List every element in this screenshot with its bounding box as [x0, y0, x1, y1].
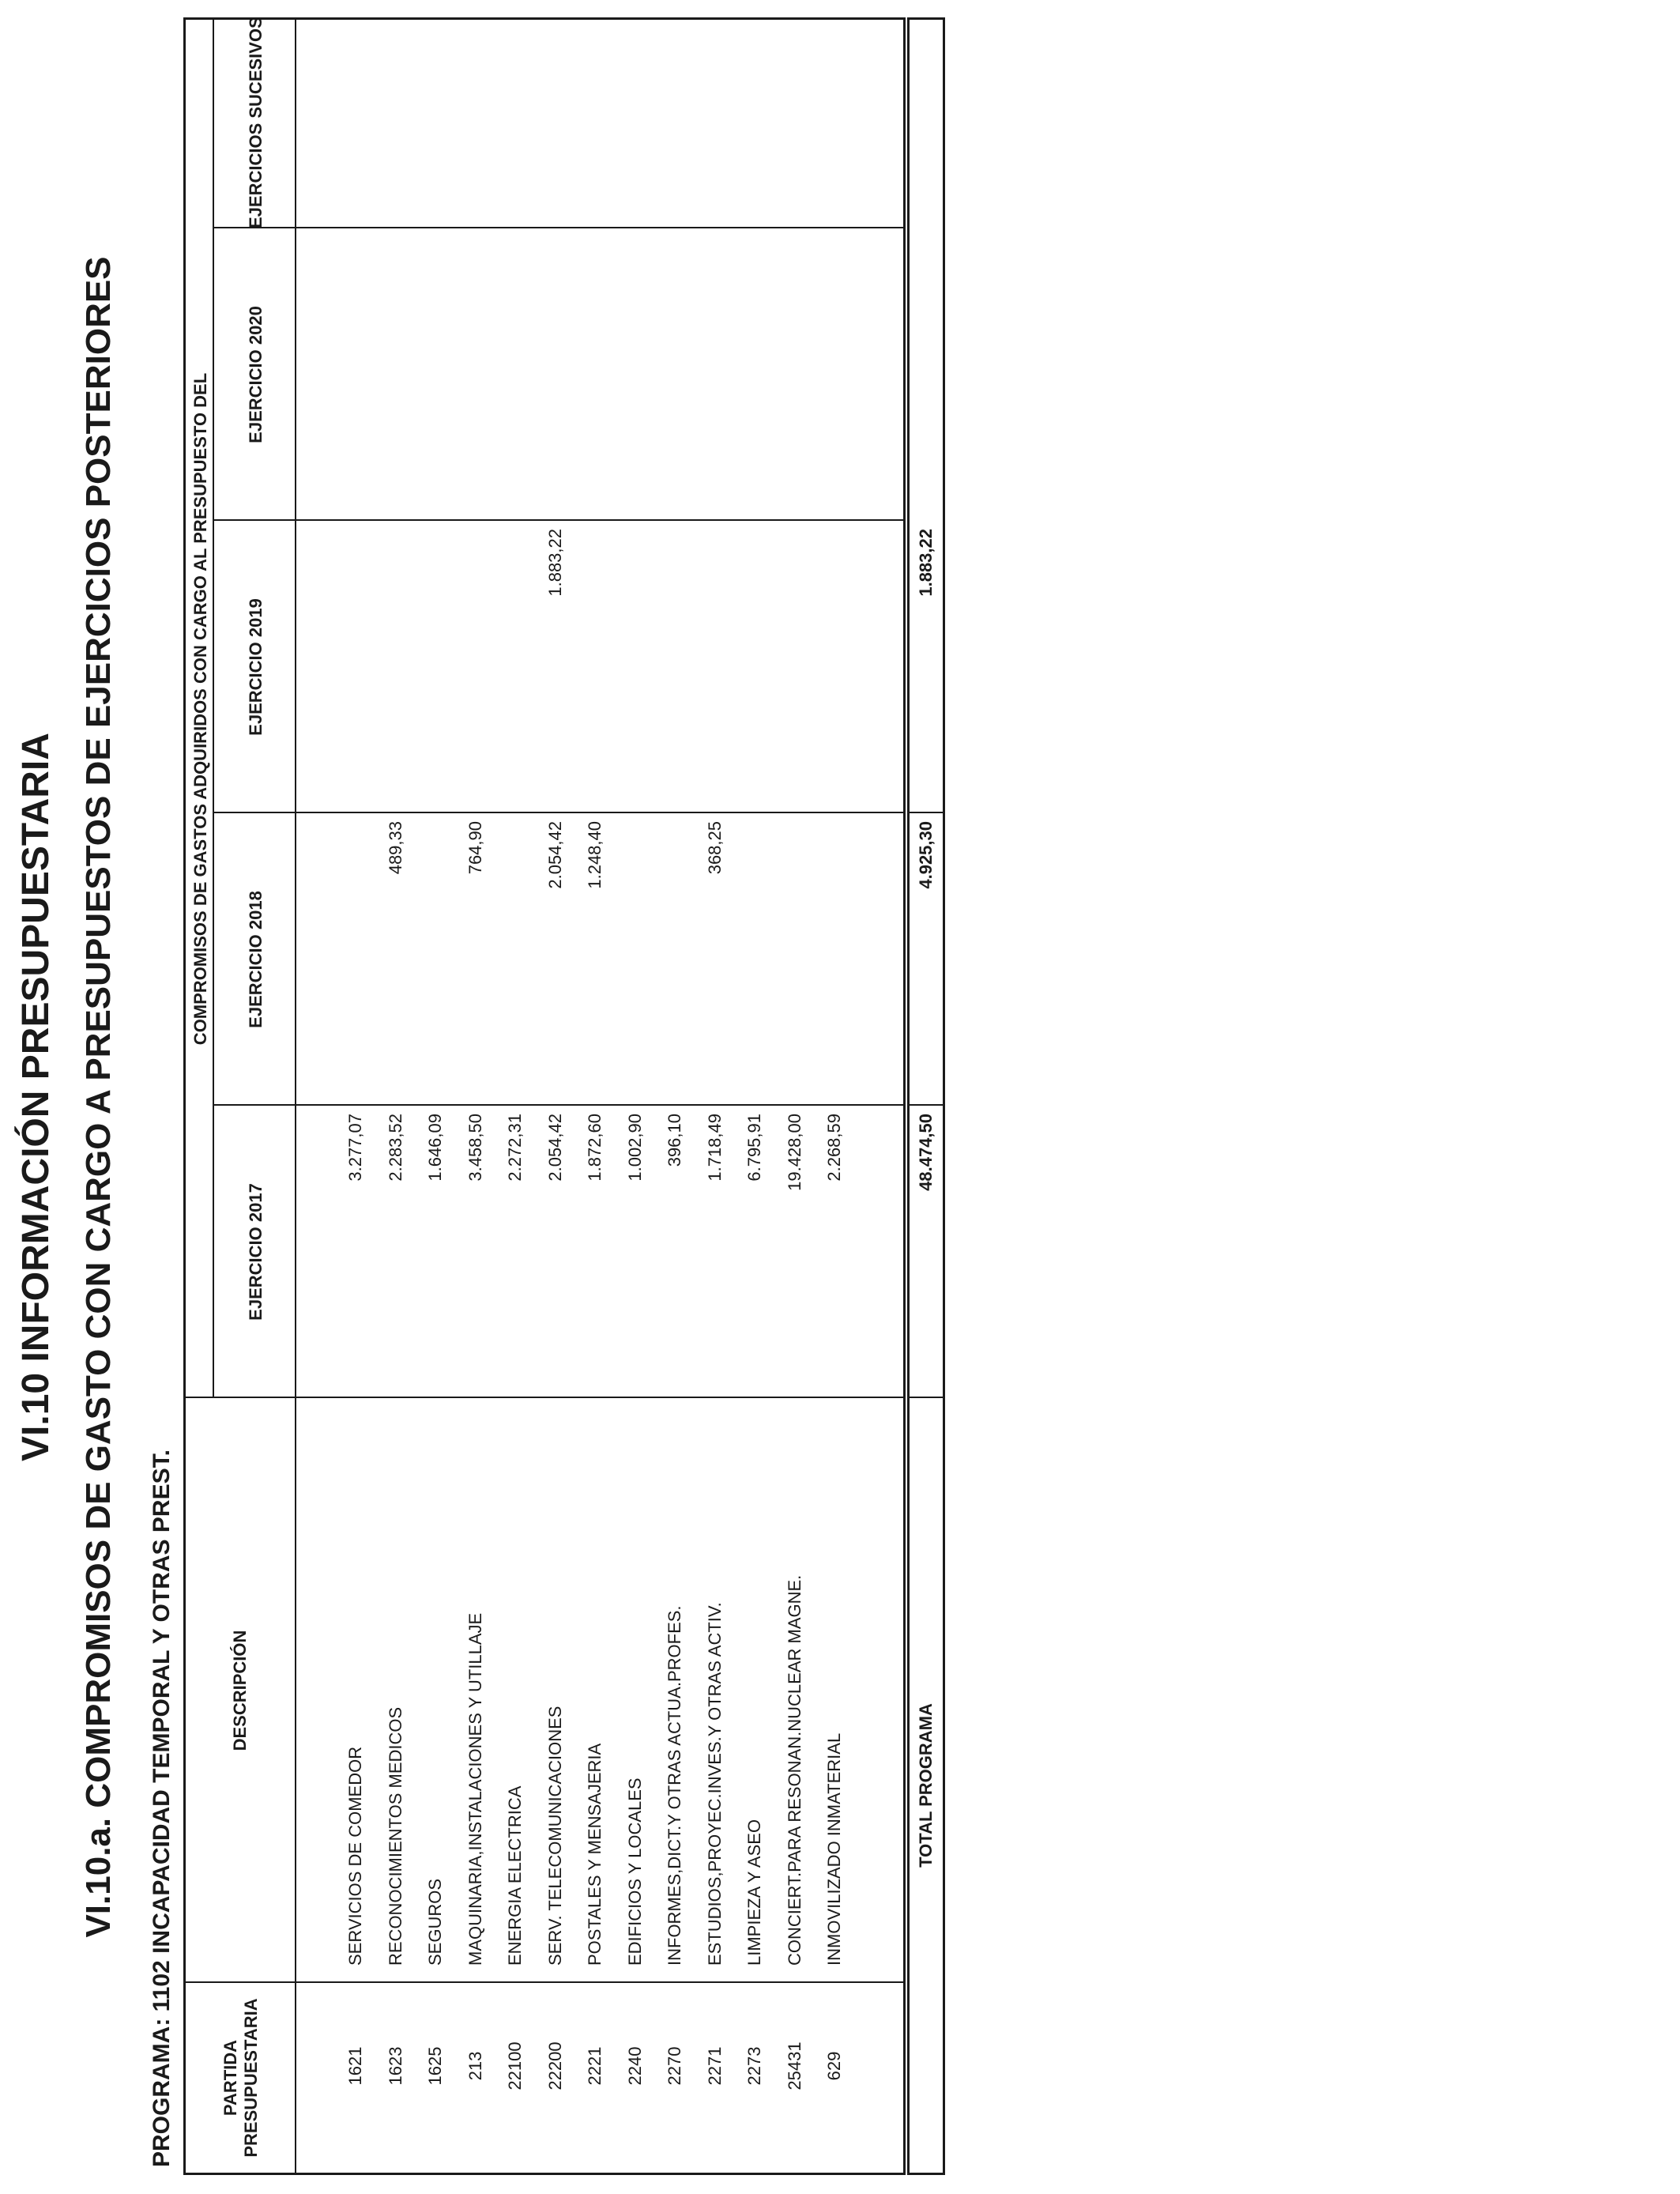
descripcion-cell: MAQUINARIA,INSTALACIONES Y UTILLAJE [465, 1612, 485, 1966]
ejercicio-2018-cell [743, 821, 767, 1090]
ejercicio-2017-cell: 2.272,31 [505, 1114, 525, 1182]
ejercicio-2018-cell: 2.054,42 [545, 821, 565, 889]
descripcion-cell: EDIFICIOS Y LOCALES [625, 1777, 645, 1966]
partida-cell: 25431 [785, 2041, 804, 2090]
ejercicio-2017-cell: 396,10 [665, 1114, 684, 1167]
total-ejercicio-2018: 4.925,30 [916, 821, 936, 889]
ejercicio-2017-cell: 3.277,07 [345, 1114, 365, 1182]
ejercicio-2019-cell [464, 529, 488, 797]
partida-cell: 2221 [585, 2046, 605, 2086]
ejercicio-2018-cell: 489,33 [386, 821, 405, 875]
partida-cell: 2240 [625, 2046, 645, 2086]
ejercicio-2017-cell: 2.054,42 [545, 1114, 565, 1182]
column-divider [214, 519, 903, 521]
total-table [907, 17, 945, 2175]
group-header-divider [213, 20, 214, 1398]
ejercicio-2017-cell: 19.428,00 [785, 1114, 804, 1191]
descripcion-cell: INMOVILIZADO INMATERIAL [824, 1732, 844, 1966]
descripcion-cell: ENERGIA ELECTRICA [505, 1785, 525, 1966]
ejercicio-2019-cell [783, 529, 807, 797]
commitments-table [183, 17, 906, 2175]
ejercicio-2019-cell [424, 529, 447, 797]
ejercicio-2019-cell [743, 529, 767, 797]
partida-cell: 2273 [744, 2046, 764, 2086]
ejercicio-2018-cell [424, 821, 447, 1090]
header-ejercicio-2017: EJERCICIO 2017 [246, 1183, 266, 1321]
ejercicio-2018-cell: 368,25 [705, 821, 725, 875]
header-partida-line1: PARTIDA [220, 2039, 240, 2117]
total-label: TOTAL PROGRAMA [916, 1703, 936, 1868]
descripcion-cell: SERVICIOS DE COMEDOR [345, 1746, 365, 1966]
descripcion-cell: RECONOCIMIENTOS MEDICOS [386, 1706, 405, 1966]
column-divider [910, 812, 943, 813]
ejercicio-2019-cell [344, 529, 367, 797]
header-ejercicio-2020: EJERCICIO 2020 [246, 306, 266, 443]
partida-cell: 2271 [705, 2046, 725, 2086]
descripcion-cell: INFORMES,DICT.Y OTRAS ACTUA.PROFES. [665, 1605, 684, 1966]
descripcion-cell: SEGUROS [425, 1878, 445, 1966]
ejercicio-2018-cell [823, 821, 846, 1090]
ejercicio-2019-cell [623, 529, 647, 797]
page-title: VI.10 INFORMACIÓN PRESUPUESTARIA [15, 733, 57, 1461]
total-ejercicio-2019: 1.883,22 [916, 529, 936, 597]
descripcion-cell: ESTUDIOS,PROYEC.INVES.Y OTRAS ACTIV. [705, 1602, 725, 1966]
header-ejercicios-sucesivos: EJERCICIOS SUCESIVOS [246, 17, 266, 228]
programa-label: PROGRAMA: 1102 INCAPACIDAD TEMPORAL Y OTRAS PREST. [149, 1449, 175, 2167]
column-divider [214, 1104, 903, 1106]
ejercicio-2017-cell: 3.458,50 [465, 1114, 485, 1182]
descripcion-cell: POSTALES Y MENSAJERIA [585, 1743, 605, 1966]
ejercicio-2018-cell [344, 821, 367, 1090]
ejercicio-2019-cell [703, 529, 727, 797]
ejercicio-2018-cell: 764,90 [465, 821, 485, 875]
ejercicio-2018-cell [503, 821, 527, 1090]
column-divider [214, 227, 903, 228]
column-divider [186, 1981, 903, 1983]
column-divider [214, 812, 903, 813]
ejercicio-2017-cell: 2.283,52 [386, 1114, 405, 1182]
column-divider [910, 1104, 943, 1106]
header-descripcion: DESCRIPCIÓN [230, 1630, 250, 1751]
partida-cell: 1621 [345, 2046, 365, 2086]
partida-cell: 2270 [665, 2046, 684, 2086]
header-ejercicio-2019: EJERCICIO 2019 [246, 598, 266, 736]
ejercicio-2018-cell [623, 821, 647, 1090]
ejercicio-2017-cell: 1.718,49 [705, 1114, 725, 1182]
ejercicio-2018-cell [663, 821, 687, 1090]
header-ejercicio-2018: EJERCICIO 2018 [246, 891, 266, 1028]
ejercicio-2017-cell: 2.268,59 [824, 1114, 844, 1182]
header-partida-line2: PRESUPUESTARIA [241, 1998, 261, 2158]
descripcion-cell: CONCIERT.PARA RESONAN.NUCLEAR MAGNE. [785, 1574, 804, 1966]
partida-cell: 22100 [505, 2041, 525, 2090]
ejercicio-2018-cell [783, 821, 807, 1090]
ejercicio-2019-cell [503, 529, 527, 797]
ejercicio-2017-cell: 1.646,09 [425, 1114, 445, 1182]
header-group: COMPROMISOS DE GASTOS ADQUIRIDOS CON CARGO AL PRESUPUESTO DEL [190, 372, 210, 1046]
column-divider [910, 1397, 943, 1398]
page-subtitle: VI.10.a. COMPROMISOS DE GASTO CON CARGO A PRESUPUESTOS DE EJERCICIOS POSTERIORES [79, 256, 118, 1938]
partida-cell: 213 [465, 2051, 485, 2081]
ejercicio-2019-cell [384, 529, 408, 797]
ejercicio-2019-cell [823, 529, 846, 797]
ejercicio-2019-cell: 1.883,22 [545, 529, 565, 597]
ejercicio-2018-cell: 1.248,40 [585, 821, 605, 889]
descripcion-cell: SERV. TELECOMUNICACIONES [545, 1706, 565, 1966]
total-ejercicio-2017: 48.474,50 [916, 1114, 936, 1191]
ejercicio-2017-cell: 1.002,90 [625, 1114, 645, 1182]
ejercicio-2019-cell [663, 529, 687, 797]
partida-cell: 1625 [425, 2046, 445, 2086]
ejercicio-2017-cell: 6.795,91 [744, 1114, 764, 1182]
header-partida [220, 1983, 262, 2173]
column-divider [186, 1397, 903, 1398]
partida-cell: 1623 [386, 2046, 405, 2086]
descripcion-cell: LIMPIEZA Y ASEO [744, 1819, 764, 1966]
partida-cell: 22200 [545, 2041, 565, 2090]
ejercicio-2019-cell [583, 529, 607, 797]
header-bottom-divider [295, 20, 296, 2173]
partida-cell: 629 [824, 2051, 844, 2081]
ejercicio-2017-cell: 1.872,60 [585, 1114, 605, 1182]
